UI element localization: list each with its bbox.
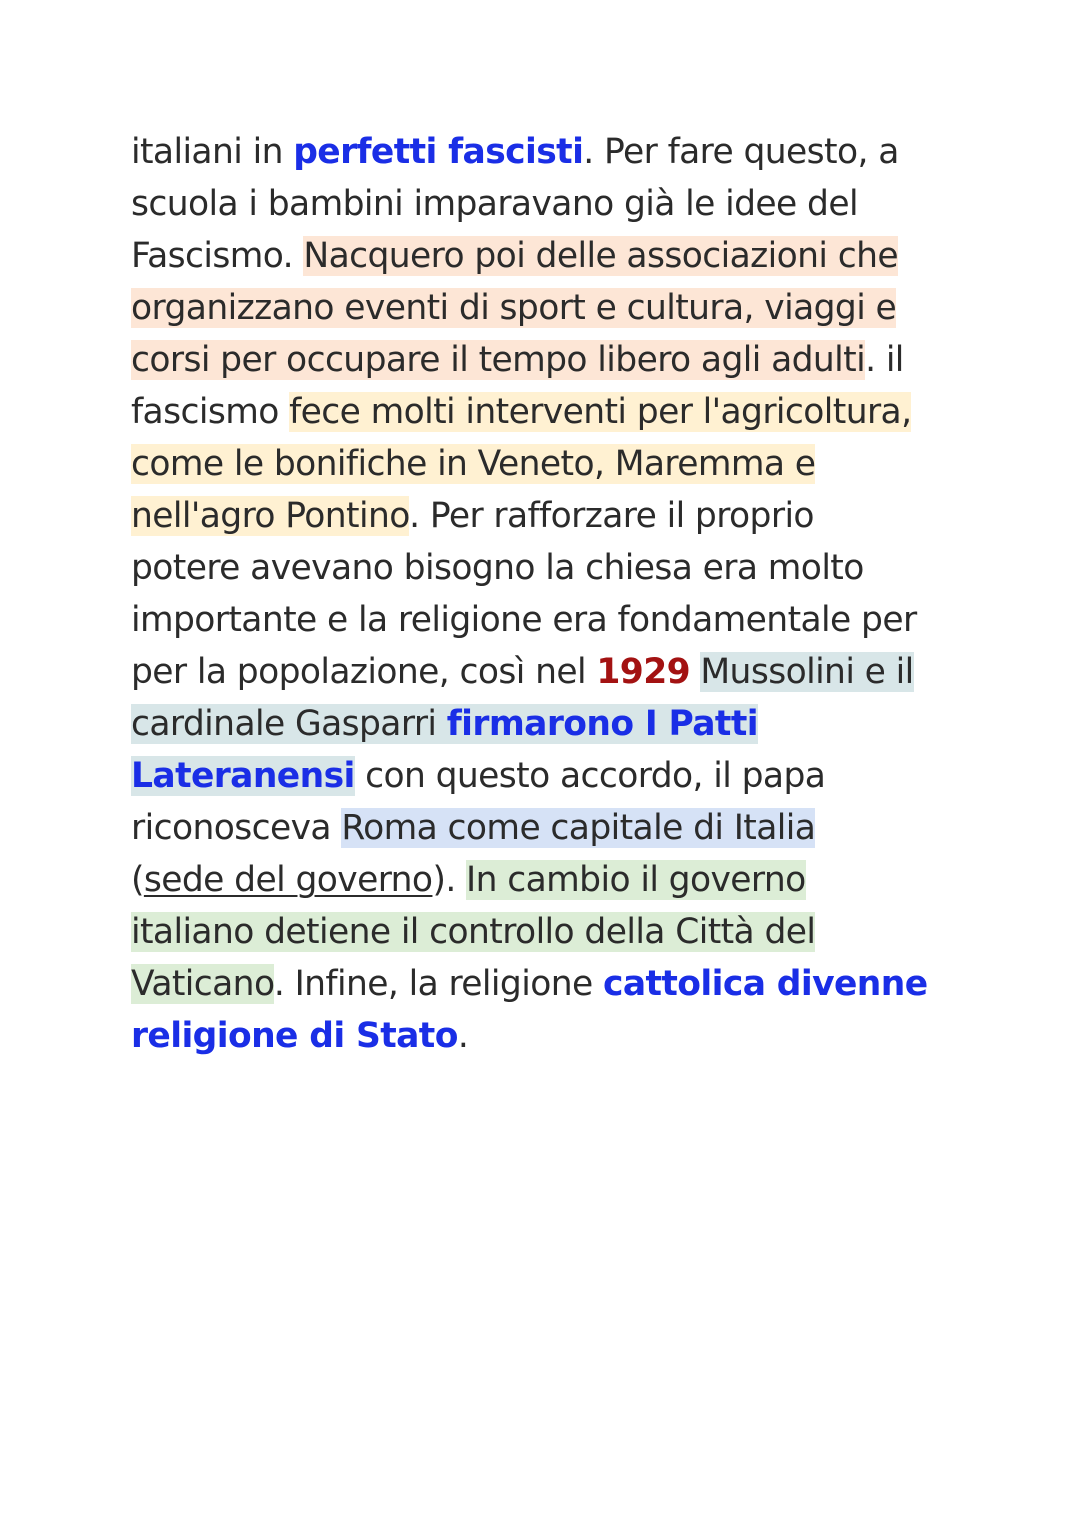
text-segment: . Infine, la religione [273,964,603,1004]
text-segment: fascismo [131,392,290,432]
text-segment: . [457,1016,469,1056]
keyword-patti-lateranensi: Lateranensi [131,756,355,796]
text-segment: per la popolazione, così nel [131,652,597,692]
text-line-14 [131,802,961,854]
text-line-7 [131,438,961,490]
text-segment: riconosceva [131,808,342,848]
text-segment: . Per fare questo, a [583,132,899,172]
highlight-mussolini: Mussolini e il [700,652,914,692]
text-segment: scuola i bambini imparavano già le idee del [131,184,858,224]
text-line-12 [131,698,961,750]
highlight-associazioni: Nacquero poi delle associazioni che [303,236,899,276]
text-segment: potere avevano bisogno la chiesa era molto [131,548,864,588]
highlight-mussolini: cardinale Gasparri [131,704,447,744]
text-line-11 [131,646,961,698]
text-segment: . Per rafforzare il proprio [409,496,814,536]
text-line-4 [131,282,961,334]
highlight-vaticano: italiano detiene il controllo della Città del [131,912,816,952]
text-line-2 [131,178,961,230]
text-line-18 [131,1010,961,1062]
text-segment: . il [865,340,904,380]
text-segment: ). [432,860,467,900]
highlight-roma-capitale: Roma come capitale di Italia [341,808,816,848]
text-line-5 [131,334,961,386]
year-1929: 1929 [596,652,691,692]
keyword-religione-stato: cattolica divenne [602,964,928,1004]
text-segment [690,652,700,692]
highlight-vaticano: Vaticano [131,964,274,1004]
text-segment: ( [131,860,144,900]
text-line-9 [131,542,961,594]
text-line-17 [131,958,961,1010]
text-line-16 [131,906,961,958]
text-line-15 [131,854,961,906]
text-segment: importante e la religione era fondamentale per [131,600,917,640]
highlight-agricoltura: nell'agro Pontino [131,496,410,536]
highlight-associazioni: organizzano eventi di sport e cultura, viaggi e [131,288,897,328]
text-line-1 [131,126,961,178]
highlight-associazioni: corsi per occupare il tempo libero agli adulti [131,340,866,380]
keyword-religione-stato: religione di Stato [131,1016,458,1056]
text-line-3 [131,230,961,282]
highlight-agricoltura: come le bonifiche in Veneto, Maremma e [131,444,816,484]
keyword-patti-lateranensi: firmarono I Patti [446,704,758,744]
keyword-perfetti-fascisti: perfetti fascisti [293,132,584,172]
text-line-10 [131,594,961,646]
text-line-6 [131,386,961,438]
text-segment: Fascismo. [131,236,304,276]
text-line-13 [131,750,961,802]
highlight-vaticano: In cambio il governo [466,860,806,900]
text-segment: italiani in [131,132,294,172]
underline-sede-governo: sede del governo [143,860,433,900]
text-segment: con questo accordo, il papa [354,756,826,796]
highlight-agricoltura: fece molti interventi per l'agricoltura, [289,392,912,432]
document-text [131,126,961,1062]
text-line-8 [131,490,961,542]
